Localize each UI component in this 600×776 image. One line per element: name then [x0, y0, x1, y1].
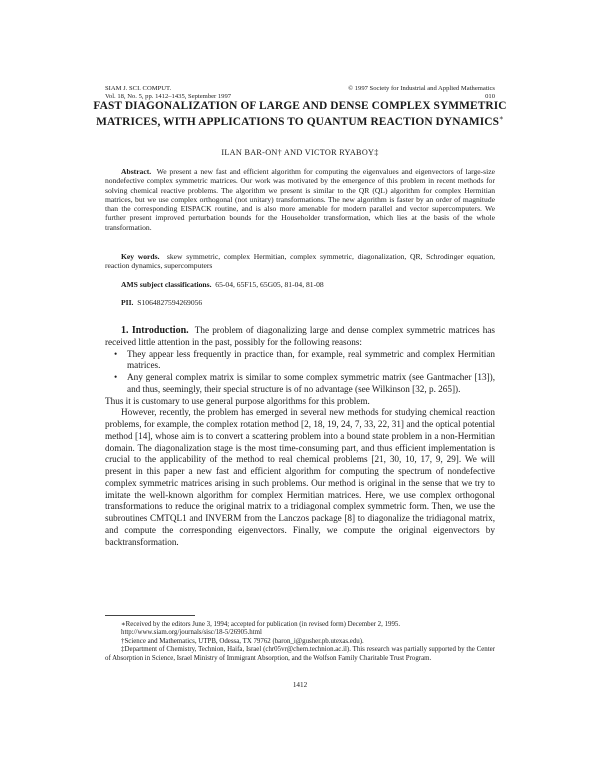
intro-after-bullets: Thus it is customary to use general purpose algorithms for this problem.: [105, 395, 370, 406]
section-heading: 1. Introduction.: [121, 325, 189, 336]
list-item-text: Any general complex matrix is similar to some complex symmetric matrix (see Gantmacher [13]), and thus, seemingly, their special structure is of no advantage (see Wilkinson [32, p. 265]).: [127, 372, 495, 394]
page-number: 1412: [292, 681, 308, 689]
pii-label: PII.: [121, 298, 134, 307]
article-number: 010: [485, 93, 495, 100]
ams-classifications: [105, 280, 495, 289]
ams-text: 65-04, 65F15, 65G05, 81-04, 81-08: [215, 280, 324, 289]
paper-title: [60, 100, 540, 129]
list-item-text: They appear less frequently in practice than, for example, real symmetric and complex Hermitian matrices.: [127, 348, 495, 371]
intro-paragraph-2: However, recently, the problem has emerged in several new methods for studying chemical reaction problems, for example, the complex rotation method [2, 18, 19, 24, 7, 33, 22, 31] and the optical potential method [14], whose aim is to convert a scattering problem into a bound state problem in a non-Hermitian domain. The diagonalization stage is the most time-consuming part, and thus efficient implementation is crucial to the applicability of the method to real chemical problems [21, 30, 10, 17, 9, 29]. We will present in this paper a new fast and efficient algorithm for computing the spectrum of nondefective complex symmetric matrices arising in such problems. Our method is original in the sense that we try to imitate the well-known algorithm for complex Hermitian matrices. Here, we use complex orthogonal transformations to reduce the original matrix to a tridiagonal complex symmetric form. Then, we use the subroutines CMTQL1 and INVERM from the Lanczos package [8] to diagonalize the tridiagonal matrix, and compute the corresponding eigenvectors. Finally, we compute the original eigenvectors by backtransformation.: [105, 407, 495, 547]
footnote-received: ∗Received by the editors June 3, 1994; accepted for publication (in revised form) December 2, 1995.: [121, 621, 401, 628]
footnote-url: http://www.siam.org/journals/sisc/18-5/26905.html: [121, 629, 262, 637]
reasons-list: [105, 349, 495, 396]
author-line: ILAN BAR-ON† AND VICTOR RYABOY‡: [221, 148, 379, 157]
footnote-author-1: †Science and Mathematics, UTPB, Odessa, TX 79762 (baron_i@gusher.pb.utexas.edu).: [121, 637, 364, 645]
title-footnote-mark: ∗: [499, 114, 504, 123]
key-words-text: skew symmetric, complex Hermitian, complex symmetric, diagonalization, QR, Schrodinger equation, reaction dynamics, supercomputers: [105, 252, 496, 271]
ams-label: AMS subject classifications.: [121, 280, 212, 289]
paper-title-text: FAST DIAGONALIZATION OF LARGE AND DENSE COMPLEX SYMMETRIC MATRICES, WITH APPLICATIONS TO QUANTUM REACTION DYNAMICS: [93, 100, 507, 129]
key-words: [105, 252, 495, 271]
intro-lead: The problem of diagonalizing large and dense complex symmetric matrices has received little attention in the past, possibly for the following reasons:: [105, 325, 495, 347]
abstract: [105, 167, 495, 232]
abstract-text: We present a new fast and efficient algorithm for computing the eigenvalues and eigenvectors of large-size nondefective complex symmetric matrices. Our work was motivated by the emergence of this problem in recent methods for solving chemical reactive problems. The algorithm we present is similar to the QR (QL) algorithm for complex Hermitian matrices, but we use complex orthogonal (not unitary) transformations. The new algorithm is faster by an order of magnitude than the corresponding EISPACK routine, and is also more amenable for modern parallel and vector supercomputers. We further present improved perturbation bounds for the Householder transformation, which lies at the basis of the whole transformation.: [105, 167, 495, 232]
list-item: [105, 372, 495, 396]
journal-name: SIAM J. SCI. COMPUT.: [105, 85, 172, 92]
abstract-label: Abstract.: [121, 167, 152, 176]
footnote-author-2: ‡Department of Chemistry, Technion, Haifa, Israel (chr05vr@chem.technion.ac.il). This research was partially supported by the Center of Absorption in Science, Israel Ministry of Immigrant Absorption, and the Wolfson Family Charitable Trust Program.: [105, 646, 495, 662]
volume-info: Vol. 18, No. 5, pp. 1412–1435, September 1997: [105, 93, 232, 100]
pii: [105, 298, 495, 307]
introduction-section: [105, 325, 495, 548]
pii-text: S1064827594269056: [137, 298, 203, 307]
list-item: [105, 349, 495, 373]
copyright-line: © 1997 Society for Industrial and Applied Mathematics: [348, 85, 495, 92]
bullet-icon: •: [114, 348, 118, 359]
footnotes: [105, 621, 495, 663]
intro-paragraph-1: [105, 325, 495, 349]
key-words-label: Key words.: [121, 252, 160, 261]
bullet-icon: •: [114, 372, 118, 382]
footnote-divider: [105, 615, 195, 616]
